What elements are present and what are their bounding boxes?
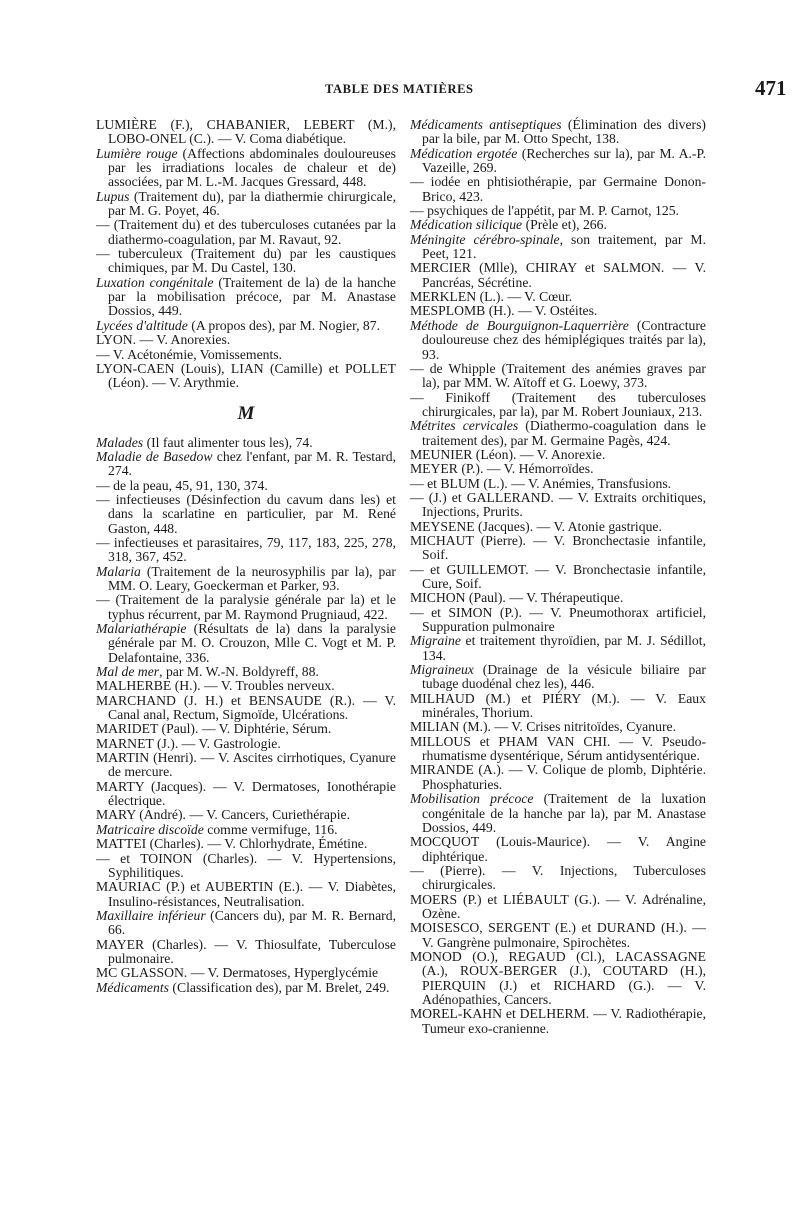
index-entry — [96, 436, 396, 450]
index-entry — [96, 679, 396, 693]
entry-text: — et GUILLEMOT. — V. Bronchectasie infantile, Cure, Soif. — [410, 561, 706, 591]
index-entry — [410, 477, 706, 491]
index-entry — [410, 634, 706, 663]
index-entry — [410, 319, 706, 362]
entry-text: — infectieuses (Désinfection du cavum dans les) et dans la scarlatine en particulier, par M. René Gaston, 448. — [96, 491, 396, 536]
index-entry — [410, 735, 706, 764]
index-entries-l — [96, 118, 396, 391]
entry-heading: Médicaments — [96, 979, 169, 995]
index-entry — [96, 247, 396, 276]
entry-text: — et BLUM (L.). — V. Anémies, Transfusions. — [410, 475, 672, 491]
index-entry — [410, 893, 706, 922]
entry-text: — psychiques de l'appétit, par M. P. Carnot, 125. — [410, 203, 679, 219]
entry-text: MARCHAND (J. H.) et BENSAUDE (R.). — V. Canal anal, Rectum, Sigmoïde, Ulcérations. — [96, 692, 396, 723]
entry-text: MOERS (P.) et LIÉBAULT (G.). — V. Adrénaline, Ozène. — [410, 891, 706, 921]
entry-heading: Matricaire discoïde — [96, 821, 204, 837]
index-entry — [96, 694, 396, 723]
entry-heading: Lumière rouge — [96, 145, 178, 161]
entry-text: (Élimination des divers) par la bile, par M. Otto Specht, 138. — [422, 117, 706, 147]
index-entry — [96, 722, 396, 736]
entry-heading: Maladie de Basedow — [96, 448, 213, 464]
index-entry — [96, 780, 396, 809]
entry-text: MOISESCO, SERGENT (E.) et DURAND (H.). — V. Gangrène pulmonaire, Spirochètes. — [410, 920, 706, 950]
index-entry — [410, 1007, 706, 1036]
entry-text: — V. Acétonémie, Vomissements. — [96, 346, 283, 362]
entry-heading: Lupus — [96, 188, 130, 204]
index-entry — [96, 218, 396, 247]
index-entry — [410, 792, 706, 835]
entry-text: MC GLASSON. — V. Dermatoses, Hyperglycémie — [96, 965, 379, 981]
entry-heading: Mobilisation précoce — [410, 791, 534, 807]
index-entry — [96, 909, 396, 938]
index-entry — [410, 563, 706, 592]
index-entry — [410, 448, 706, 462]
entry-text: MARTIN (Henri). — V. Ascites cirrhotiques, Cyanure de mercure. — [96, 750, 396, 780]
index-entry — [96, 536, 396, 565]
index-entry — [410, 491, 706, 520]
entry-text: — infectieuses et parasitaires, 79, 117, 183, 225, 278, 318, 367, 452. — [96, 534, 396, 565]
index-entry — [96, 348, 396, 362]
entry-text: MALHERBE (H.). — V. Troubles nerveux. — [96, 678, 335, 694]
entry-text: chez l'enfant, par M. R. Testard, 274. — [108, 448, 396, 479]
index-entry — [96, 565, 396, 594]
index-entry — [96, 852, 396, 881]
page-header — [0, 76, 800, 104]
entry-text: — (Traitement de la paralysie générale par la) et le typhus récurrent, par M. Raymond Prugniaud, 422. — [96, 592, 396, 622]
entry-text: — tuberculeux (Traitement du) par les caustiques chimiques, par M. Du Castel, 130. — [96, 246, 396, 276]
entry-text: — et SIMON (P.). — V. Pneumothorax artificiel, Suppuration pulmonaire — [410, 604, 706, 635]
index-entry — [96, 190, 396, 219]
entry-text: (Il faut alimenter tous les), 74. — [143, 434, 313, 450]
entry-text: LYON. — V. Anorexies. — [96, 332, 231, 348]
index-entry — [410, 950, 706, 1007]
entry-text: — de la peau, 45, 91, 130, 374. — [96, 477, 268, 493]
index-entry — [96, 751, 396, 780]
right-column — [410, 118, 706, 1036]
entry-heading: Malariathérapie — [96, 621, 187, 636]
index-entry — [96, 333, 396, 347]
index-entry — [410, 290, 706, 304]
page-number: 471 — [755, 76, 787, 100]
entry-text: MEUNIER (Léon). — V. Anorexie. — [410, 446, 606, 462]
index-entry — [410, 591, 706, 605]
entry-text: (Classification des), par M. Brelet, 249. — [168, 979, 390, 995]
entry-text: MARTY (Jacques). — V. Dermatoses, Ionothérapie électrique. — [96, 778, 396, 809]
entry-heading: Médication silicique — [410, 217, 523, 233]
entry-heading: Luxation congénitale — [96, 274, 214, 290]
index-entry — [96, 479, 396, 493]
index-entry — [410, 261, 706, 290]
index-entry — [410, 835, 706, 864]
index-entry — [96, 880, 396, 909]
index-entry — [410, 921, 706, 950]
entry-text: MESPLOMB (H.). — V. Ostéites. — [410, 303, 598, 319]
index-entry — [410, 204, 706, 218]
index-entry — [410, 462, 706, 476]
entry-heading: Médication ergotée — [410, 145, 518, 161]
entry-text: MILHAUD (M.) et PIÉRY (M.). — V. Eaux minérales, Thorium. — [410, 690, 706, 721]
entry-text: — et TOINON (Charles). — V. Hypertensions, Syphilitiques. — [96, 850, 396, 880]
index-entry — [410, 692, 706, 721]
entry-text: (Cancers du), par M. R. Bernard, 66. — [108, 907, 396, 938]
entry-text: MATTEI (Charles). — V. Chlorhydrate, Émétine. — [96, 836, 368, 852]
index-entry — [410, 419, 706, 448]
entry-text: MAYER (Charles). — V. Thiosulfate, Tuberculose pulmonaire. — [96, 936, 396, 966]
entry-text: MILIAN (M.). — V. Crises nitritoïdes, Cyanure. — [410, 719, 676, 735]
entry-heading: Maxillaire inférieur — [96, 907, 206, 923]
entry-text: (A propos des), par M. Nogier, 87. — [187, 317, 381, 333]
index-entry — [410, 233, 706, 262]
index-entry — [410, 534, 706, 563]
entry-heading: Méningite cérébro-spinale — [410, 231, 560, 247]
index-entries-m-continued — [410, 118, 706, 1036]
entry-text: — (Traitement du) et des tuberculoses cutanées par la diathermo-coagulation, par M. Ravaut, 92. — [96, 217, 396, 247]
index-entry — [410, 391, 706, 420]
index-entry — [96, 808, 396, 822]
entry-heading: Mal de mer — [96, 664, 160, 680]
index-entry — [96, 593, 396, 622]
index-entry — [96, 665, 396, 679]
entry-text: (Traitement de la neurosyphilis par la), par MM. O. Leary, Goeckerman et Parker, 93. — [108, 563, 396, 593]
entry-text: (Traitement de la) de la hanche par la mobilisation précoce, par M. Anastase Dossios, 449. — [108, 274, 396, 319]
entry-text: (Drainage de la vésicule biliaire par tubage duodénal chez les), 446. — [422, 662, 706, 692]
index-entry — [96, 938, 396, 967]
index-entry — [410, 720, 706, 734]
entry-text: — (J.) et GALLERAND. — V. Extraits orchitiques, Injections, Prurits. — [410, 489, 706, 520]
index-entry — [96, 966, 396, 980]
entry-heading: Métrites cervicales — [410, 418, 519, 434]
entry-text: , par M. W.-N. Boldyreff, 88. — [159, 664, 319, 680]
index-entry — [410, 864, 706, 893]
index-entry — [96, 622, 396, 665]
entry-heading: Migraine — [410, 633, 461, 649]
entry-text: MARIDET (Paul). — V. Diphtérie, Sérum. — [96, 721, 332, 737]
entry-text: (Diathermo-coagulation dans le traitement des), par M. Germaine Pagès, 424. — [422, 418, 706, 448]
index-entry — [410, 118, 706, 147]
entry-text: (Traitement de la luxation congénitale de la hanche par la), par M. Anastase Dossios, 449. — [422, 791, 706, 835]
entry-text: et traitement thyroïdien, par M. J. Sédillot, 134. — [422, 633, 706, 663]
entry-heading: Méthode de Bourguignon-Laquerrière — [410, 317, 629, 333]
entry-text: LYON-CAEN (Louis), LIAN (Camille) et POLLET (Léon). — V. Arythmie. — [96, 360, 396, 391]
entry-text: — Finikoff (Traitement des tuberculoses chirurgicales, par la), par M. Robert Jouniaux, 213. — [410, 389, 706, 419]
entry-heading: Malades — [96, 434, 144, 450]
entry-text: MERKLEN (L.). — V. Cœur. — [410, 289, 573, 305]
index-entry — [410, 606, 706, 635]
entry-text: MAURIAC (P.) et AUBERTIN (E.). — V. Diabètes, Insulino-résistances, Neutralisation. — [96, 879, 396, 909]
index-entry — [96, 837, 396, 851]
entry-text: (Contracture douloureuse chez des hémiplégiques traités par la), 93. — [422, 317, 706, 362]
entry-heading: Lycées d'altitude — [96, 317, 188, 333]
entry-text: — de Whipple (Traitement des anémies graves par la), par MM. W. Aïtoff et G. Loewy, 373. — [410, 360, 706, 391]
entry-text: MARY (André). — V. Cancers, Curiethérapie. — [96, 807, 351, 823]
index-entry — [96, 319, 396, 333]
index-entry — [96, 823, 396, 837]
entry-text: MEYER (P.). — V. Hémorroïdes. — [410, 461, 594, 477]
index-entry — [96, 493, 396, 536]
entry-text: (Résultats de la) dans la paralysie générale par M. O. Crouzon, Mlle C. Vogt et M. P. Delafontaine, 336. — [108, 621, 396, 665]
index-entry — [96, 118, 396, 147]
entry-text: (Prèle et), 266. — [522, 217, 607, 233]
entry-text: comme vermifuge, 116. — [203, 821, 338, 837]
index-entry — [410, 362, 706, 391]
index-entry — [410, 520, 706, 534]
entry-heading: Malaria — [96, 563, 141, 579]
entry-text: MONOD (O.), REGAUD (Cl.), LACASSAGNE (A.), ROUX-BERGER (J.), COUTARD (H.), PIERQUIN (J.) et RICHARD (G.). — V. Adénopathies, Cancers. — [410, 948, 706, 1007]
entry-text: (Affections abdominales douloureuses par les irradiations locales de chaleur et de) associées, par M. L.-M. Jacques Gressard, 448. — [108, 145, 396, 190]
index-entry — [410, 304, 706, 318]
index-entry — [96, 981, 396, 995]
entry-heading: Migraineux — [410, 662, 474, 678]
entry-text: , son traitement, par M. Peet, 121. — [422, 231, 706, 262]
entry-text: MEYSENE (Jacques). — V. Atonie gastrique. — [410, 518, 662, 534]
entry-text: MIRANDE (A.). — V. Colique de plomb, Diphtérie. Phosphaturies. — [410, 762, 706, 792]
index-entry — [96, 276, 396, 319]
index-entries-m — [96, 436, 396, 995]
entry-text: LUMIÈRE (F.), CHABANIER, LEBERT (M.), LOBO-ONEL (C.). — V. Coma diabétique. — [96, 117, 396, 147]
entry-text: (Recherches sur la), par M. A.-P. Vazeille, 269. — [422, 145, 706, 176]
entry-text: MOCQUOT (Louis-Maurice). — V. Angine diphtérique. — [410, 834, 706, 864]
entry-text: — iodée en phtisiothérapie, par Germaine Donon-Brico, 423. — [410, 174, 706, 204]
running-title: TABLE DES MATIÈRES — [325, 82, 474, 96]
index-entry — [96, 450, 396, 479]
entry-text: MILLOUS et PHAM VAN CHI. — V. Pseudo-rhumatisme dysentérique, Sérum antidysentérique. — [410, 733, 706, 764]
index-entry — [410, 175, 706, 204]
letter-heading: M — [237, 402, 255, 424]
index-entry — [96, 362, 396, 391]
index-entry — [410, 763, 706, 792]
entry-text: MERCIER (Mlle), CHIRAY et SALMON. — V. Pancréas, Sécrétine. — [410, 260, 706, 290]
entry-text: MICHAUT (Pierre). — V. Bronchectasie infantile, Soif. — [410, 532, 706, 563]
entry-text: (Traitement du), par la diathermie chirurgicale, par M. G. Poyet, 46. — [108, 188, 396, 219]
entry-text: MICHON (Paul). — V. Thérapeutique. — [410, 590, 624, 606]
entry-text: MOREL-KAHN et DELHERM. — V. Radiothérapie, Tumeur exo-cranienne. — [410, 1006, 706, 1036]
index-entry — [410, 663, 706, 692]
left-column — [96, 118, 396, 995]
entry-text: — (Pierre). — V. Injections, Tuberculoses chirurgicales. — [410, 862, 706, 893]
entry-heading: Médicaments antiseptiques — [410, 117, 562, 132]
index-entry — [410, 147, 706, 176]
index-entry — [96, 737, 396, 751]
index-entry — [96, 147, 396, 190]
entry-text: MARNET (J.). — V. Gastrologie. — [96, 735, 281, 751]
index-entry — [410, 218, 706, 232]
